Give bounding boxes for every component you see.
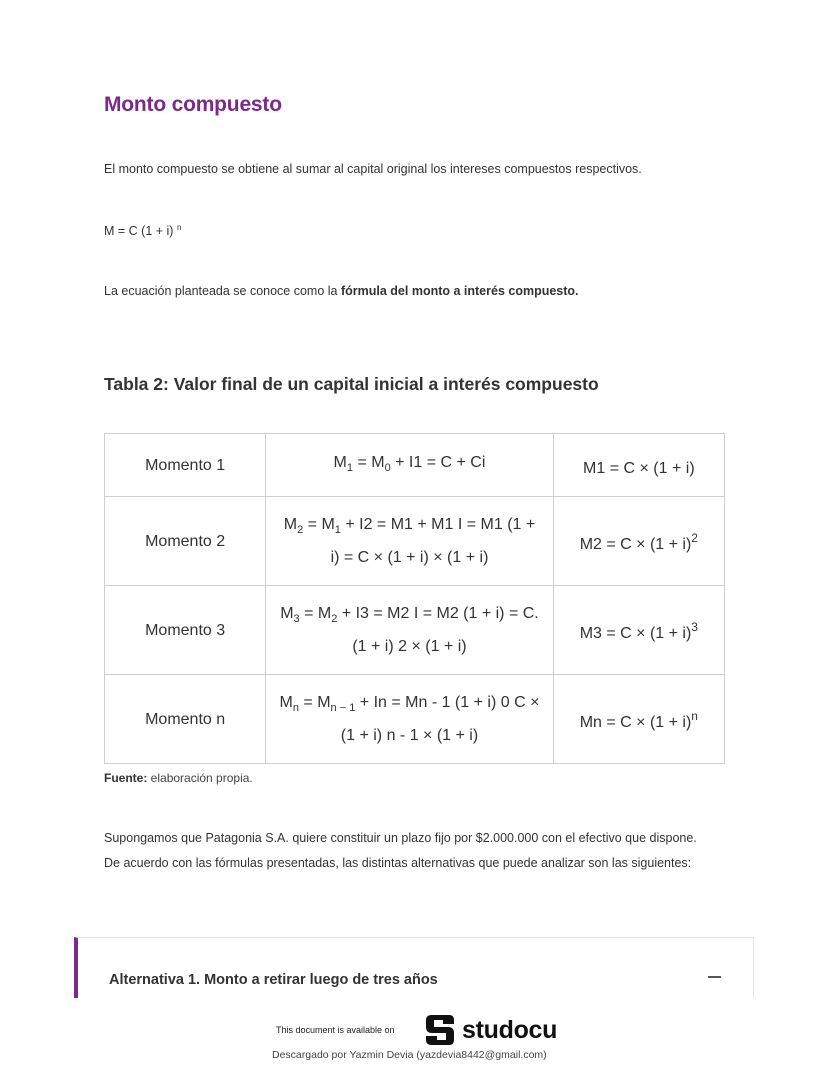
intro-paragraph: El monto compuesto se obtiene al sumar al capital original los intereses compuestos respectivos. <box>104 162 642 176</box>
equation-note-bold: fórmula del monto a interés compuesto. <box>340 284 579 298</box>
result-cell: $M3 = C \times (1 + i)^3$ <box>553 586 724 675</box>
table-row <box>105 497 725 586</box>
formula-cell: $M_1 = M_0 + I1 = C + Ci$ <box>266 434 553 497</box>
table-row <box>105 586 725 675</box>
brand-name: studocu <box>462 1015 558 1044</box>
moment-cell: Momento n <box>105 675 266 764</box>
equation-note-text: La ecuación planteada se conoce como la <box>104 284 341 298</box>
source-text: elaboración propia. <box>147 771 253 785</box>
formula-cell: $M_n = M_{n - 1} + In = Mn - 1$ (1 + i) 0 C × (1 + i) n - 1 × (1 + i) <box>266 675 553 764</box>
moment-cell: Momento 3 <box>105 586 266 675</box>
table-row <box>105 675 725 764</box>
table-title: Tabla 2: Valor final de un capital inicial a interés compuesto <box>104 374 599 394</box>
source-label: Fuente: <box>104 771 148 785</box>
table-row <box>105 434 725 497</box>
compound-interest-table <box>104 433 725 764</box>
collapse-icon[interactable] <box>708 976 721 978</box>
footer-downloaded-by: Descargado por Yazmin Devia (yazdevia8442@gmail.com) <box>272 1049 547 1061</box>
studocu-logo-icon <box>423 1013 456 1047</box>
equation-note <box>104 284 579 298</box>
result-cell: $Mn = C \times (1 + i)^n$ <box>553 675 724 764</box>
paragraph-plazo-fijo: Supongamos que Patagonia S.A. quiere constituir un plazo fijo por $2.000.000 con el efectivo que dispone. <box>104 831 697 845</box>
moment-cell: Momento 1 <box>105 434 266 497</box>
studocu-logo[interactable] <box>423 1013 557 1047</box>
page-title: Monto compuesto <box>104 93 282 116</box>
formula-cell: $M_2 = M_1 + I2 = M1 + M1$ I = M1 (1 + i) = C × (1 + i) × (1 + i) <box>266 497 553 586</box>
compound-formula <box>104 223 181 238</box>
formula-base: M = C (1 + i) <box>104 224 177 238</box>
result-cell: $M2 = C \times (1 + i)^2$ <box>553 497 724 586</box>
formula-exponent: n <box>176 223 182 232</box>
alternative-accordion[interactable] <box>74 937 754 998</box>
formula-cell: $M_3 = M_2 + I3 = M2$ I = M2 (1 + i) = C. (1 + i) 2 × (1 + i) <box>266 586 553 675</box>
table-source <box>104 771 253 785</box>
footer-available-text: This document is available on <box>276 1025 395 1035</box>
paragraph-alternativas: De acuerdo con las fórmulas presentadas, las distintas alternativas que puede analizar son las siguientes: <box>104 856 692 870</box>
alternative-title: Alternativa 1. Monto a retirar luego de tres años <box>109 972 438 988</box>
result-cell: M1 = C × (1 + i) <box>553 434 724 497</box>
moment-cell: Momento 2 <box>105 497 266 586</box>
